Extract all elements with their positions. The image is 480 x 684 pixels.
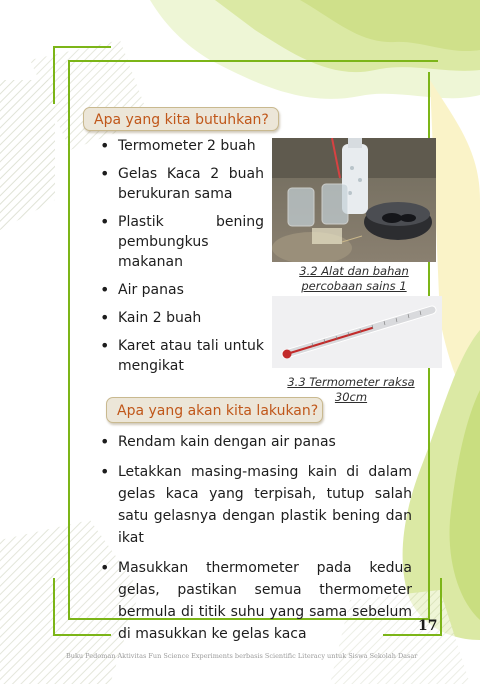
list-item: • Plastik bening pembungkus makanan bbox=[98, 212, 264, 272]
footer-text: Buku Pedoman Aktivitas Fun Science Experiments berbasis Scientific Literacy untuk Siswa Sekolah Dasar bbox=[66, 652, 418, 660]
list-item: • Masukkan thermometer pada kedua gelas, pastikan semua thermometer bermula di titik suhu yang sama sebelum di masukkan ke gelas kaca bbox=[98, 557, 412, 645]
frame-top-left-vertical bbox=[53, 46, 55, 104]
frame-top-left-horizontal bbox=[53, 46, 111, 48]
list-item: • Letakkan masing-masing kain di dalam gelas kaca yang terpisah, tutup salah satu gelasnya dengan plastik bening dan ikat bbox=[98, 461, 412, 549]
section-needs-heading: Apa yang kita butuhkan? bbox=[83, 107, 279, 131]
figure1-caption: 3.2 Alat dan bahan percobaan sains 1 bbox=[299, 264, 409, 293]
frame-inner-left bbox=[68, 60, 70, 620]
frame-bottom-right-vertical bbox=[440, 578, 442, 636]
frame-bottom-left-vertical bbox=[53, 578, 55, 636]
steps-list bbox=[98, 431, 412, 645]
needs-list bbox=[98, 136, 264, 376]
equipment-illustration bbox=[272, 138, 436, 262]
section-steps-heading: Apa yang akan kita lakukan? bbox=[106, 397, 323, 423]
thermometer-illustration bbox=[272, 296, 442, 368]
frame-inner-top bbox=[68, 60, 438, 62]
equipment-photo bbox=[272, 138, 436, 262]
list-item: • Kain 2 buah bbox=[98, 308, 264, 328]
list-item: • Gelas Kaca 2 buah berukuran sama bbox=[98, 164, 264, 204]
list-item: • Air panas bbox=[98, 280, 264, 300]
list-item: • Rendam kain dengan air panas bbox=[98, 431, 412, 453]
page-number: 17 bbox=[418, 618, 438, 634]
list-item: • Termometer 2 buah bbox=[98, 136, 264, 156]
figure2-caption: 3.3 Termometer raksa 30cm bbox=[287, 375, 415, 404]
list-item: • Karet atau tali untuk mengikat bbox=[98, 336, 264, 376]
thermometer-photo bbox=[272, 296, 442, 368]
